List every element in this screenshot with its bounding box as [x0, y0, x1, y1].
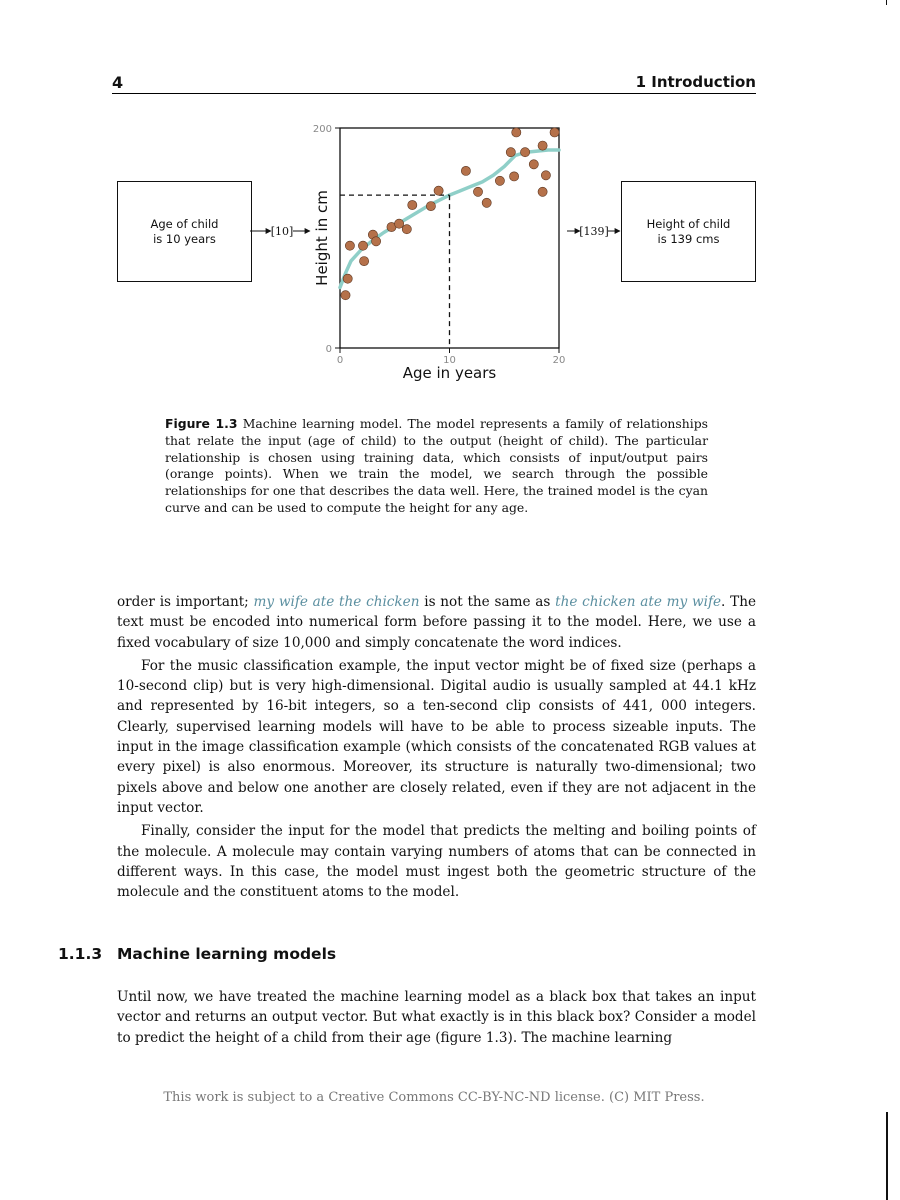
data-point [408, 200, 417, 209]
y-tick-label-200: 200 [312, 124, 332, 135]
page-number: 4 [112, 73, 124, 92]
data-point [529, 160, 538, 169]
section-heading [58, 945, 336, 963]
x-tick-label-20: 20 [552, 355, 566, 366]
paragraph-2: For the music classification example, the input vector might be of fixed size (perhaps a 10-second clip) but is very high-dimensional. Digital audio is usually sampled at 44.1 kHz and represented by 16-bit integers, so a ten-second clip consists of 441, 000 integers. Clearly, supervised learning models will have to be able to process sizeable inputs. The input in the image classification example (which consists of the concatenated RGB values at every pixel) is also enormous. Moreover, its structure is naturally two-dimensional; two pixels above and below one another are closely related, even if they are not adjacent in the input vector. [117, 657, 756, 816]
y-tick-label-0: 0 [325, 344, 332, 355]
data-point [473, 187, 482, 196]
data-point [402, 225, 411, 234]
page-edge-mark-top [886, 0, 887, 5]
input-value-label: [10] [270, 225, 294, 238]
body-text [117, 592, 756, 902]
data-point [343, 274, 352, 283]
caption-text: Machine learning model. The model represents a family of relationships that relate the input (age of child) to the output (height of child). The particular relationship is chosen using training data, which consists of input/output pairs (orange points). When we train the model, we search through the possible relationships for one that describes the data well. Here, the trained model is the cyan curve and can be used to compute the height for any age. [165, 416, 709, 515]
caption-label: Figure 1.3 [165, 416, 238, 431]
section-title: Machine learning models [117, 945, 337, 963]
license-footer [0, 1090, 900, 1105]
paragraph-1-part-b: is not the same as [419, 594, 556, 610]
data-point [521, 148, 530, 157]
section-number: 1.1.3 [58, 945, 103, 963]
license-text: This work is subject to a Creative Commons CC-BY-NC-ND license. (C) MIT Press. [163, 1090, 705, 1105]
data-point [495, 176, 504, 185]
data-point [482, 198, 491, 207]
output-value-label: [139] [579, 225, 609, 238]
data-point [345, 241, 354, 250]
chapter-title: 1 Introduction [635, 73, 756, 91]
model-curve [340, 150, 559, 288]
x-tick-label-10: 10 [443, 355, 456, 366]
section-paragraph: Until now, we have treated the machine learning model as a black box that takes an input vector and returns an output vector. But what exactly is in this black box? Consider a model to predict the height of a child from their age (figure 1.3). The machine learning [117, 989, 756, 1046]
x-tick-label-0: 0 [336, 355, 344, 366]
data-point [360, 257, 369, 266]
data-point [461, 166, 470, 175]
example-sentence-1: my wife ate the chicken [253, 594, 420, 610]
data-point [426, 202, 435, 211]
output-box-line-2: is 139 cms [657, 231, 720, 246]
data-point [358, 241, 367, 250]
input-box-line-1: Age of child [150, 216, 219, 231]
section-body [117, 987, 756, 1048]
data-point [550, 128, 559, 137]
output-box-line-1: Height of child [646, 216, 731, 231]
paragraph-1-part-c: . The text must be encoded into numerical form before passing it to the model. Here, we use a fixed vocabulary of size 10,000 and simply concatenate the word indices. [117, 594, 756, 651]
data-point [372, 237, 381, 246]
input-box-line-2: is 10 years [153, 231, 216, 246]
paragraph-1 [117, 592, 756, 653]
data-point [509, 172, 518, 181]
figure-caption [165, 416, 708, 517]
example-sentence-2: the chicken ate my wife [555, 594, 722, 610]
data-point [434, 186, 443, 195]
paragraph-1-part-a: order is important; [117, 594, 254, 610]
data-point [341, 291, 350, 300]
model-figure [0, 0, 900, 400]
data-point [538, 187, 547, 196]
data-point [395, 219, 404, 228]
data-point [506, 148, 515, 157]
x-axis-label: Age in years [402, 364, 497, 382]
y-axis-label: Height in cm [313, 190, 331, 286]
data-point [512, 128, 521, 137]
data-point [538, 141, 547, 150]
page-edge-mark [886, 1112, 888, 1200]
paragraph-3: Finally, consider the input for the model that predicts the melting and boiling points of the molecule. A molecule may contain varying numbers of atoms that can be connected in different ways. In this case, the model must ingest both the geometric structure of the molecule and the constituent atoms to the model. [117, 823, 756, 901]
data-point [541, 171, 550, 180]
